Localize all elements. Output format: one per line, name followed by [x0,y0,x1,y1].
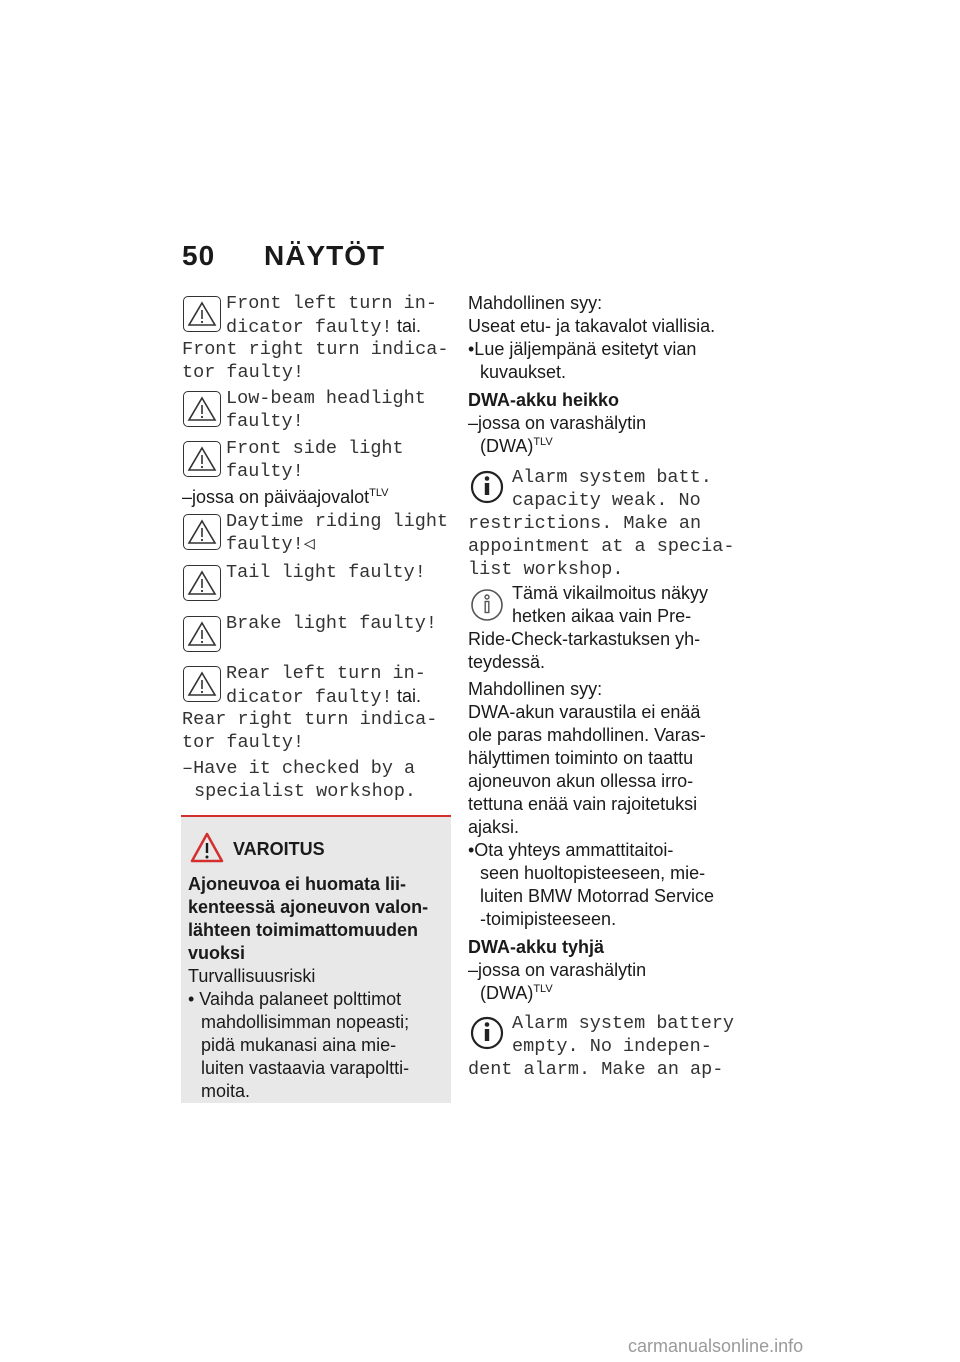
warning-bullet-text: pidä mukanasi aina mie- [201,1035,397,1055]
warning-triangle-icon [189,831,225,865]
fault-message: Daytime riding light [226,511,449,532]
action-text: specialist workshop. [194,781,417,802]
note-text: Ride-Check-tarkastuksen yh- [468,629,701,649]
fault-message: Brake light faulty! [226,613,437,634]
warning-triangle-icon [183,666,221,702]
warning-triangle-icon [183,616,221,652]
warning-bullet: • Vaihda palaneet polttimot [188,989,402,1009]
fault-message: dicator faulty! [226,687,393,708]
fault-message: faulty! [226,461,304,482]
fault-message: appointment at a specia- [468,536,735,557]
cause-text: tettuna enää vain rajoitetuksi [468,794,698,814]
cause-text: Useat etu- ja takavalot viallisia. [468,316,716,336]
cause-label: Mahdollinen syy: [468,679,603,699]
fault-message: Front left turn in- [226,293,437,314]
warning-triangle-icon [183,441,221,477]
warning-triangle-icon [183,296,221,332]
condition-text: –jossa on varashälytin [468,960,647,980]
bullet-text: •Lue jäljempänä esitetyt vian [468,339,697,359]
fault-message: Front side light [226,438,404,459]
bullet-text: -toimipisteeseen. [480,909,617,929]
fault-message: restrictions. Make an [468,513,702,534]
info-icon [469,1016,505,1050]
fault-message: Rear left turn in- [226,663,426,684]
warning-title: Ajoneuvoa ei huomata lii- [188,874,407,894]
page-title: NÄYTÖT [264,240,386,271]
section-title: DWA-akku tyhjä [468,937,605,957]
tlv-superscript: TLV [533,436,553,448]
condition-text: (DWA) [480,983,534,1003]
action-text: –Have it checked by a [182,758,416,779]
fault-message: faulty!◁ [226,534,315,555]
warning-box [181,815,451,1103]
cause-label: Mahdollinen syy: [468,293,603,313]
warning-bullet-text: mahdollisimman nopeasti; [201,1012,410,1032]
fault-message: Front right turn indica- [182,339,449,360]
cause-text: ole paras mahdollinen. Varas- [468,725,706,745]
warning-risk: Turvallisuusriski [188,966,316,986]
bullet-text: kuvaukset. [480,362,567,382]
note-text: hetken aikaa vain Pre- [512,606,692,626]
fault-message: tor faulty! [182,732,305,753]
warning-label: VAROITUS [233,839,325,859]
warning-triangle-icon [183,391,221,427]
fault-message: Low-beam headlight [226,388,426,409]
bullet-text: luiten BMW Motorrad Service [480,886,715,906]
condition-text: –jossa on päiväajovalot [182,487,370,507]
warning-bullet-text: moita. [201,1081,251,1101]
fault-message: dent alarm. Make an ap- [468,1059,724,1080]
fault-message: Alarm system batt. [512,467,712,488]
fault-message: Alarm system battery [512,1013,735,1034]
page-number: 50 [182,240,216,271]
info-outline-icon [469,588,505,622]
fault-message: faulty! [226,411,304,432]
warning-title: kenteessä ajoneuvon valon- [188,897,429,917]
fault-message: empty. No indepen- [512,1036,712,1057]
condition-text: –jossa on varashälytin [468,413,647,433]
condition-text: (DWA) [480,436,534,456]
fault-message: list workshop. [468,559,624,580]
note-text: Tämä vikailmoitus näkyy [512,583,709,603]
warning-triangle-icon [183,565,221,601]
fault-message: dicator faulty! [226,317,393,338]
bullet-text: seen huoltopisteeseen, mie- [480,863,706,883]
cause-text: hälyttimen toiminto on taattu [468,748,694,768]
section-title: DWA-akku heikko [468,390,620,410]
warning-triangle-icon [183,514,221,550]
tlv-superscript: TLV [533,983,553,995]
warning-bullet-text: luiten vastaavia varapoltti- [201,1058,410,1078]
tlv-superscript: TLV [369,487,389,499]
conjunction-text: tai. [396,686,421,706]
watermark-text: carmanualsonline.info [628,1336,804,1356]
conjunction-text: tai. [396,316,421,336]
info-icon [469,470,505,504]
cause-text: ajaksi. [468,817,520,837]
fault-message: Rear right turn indica- [182,709,438,730]
fault-message: capacity weak. No [512,490,701,511]
warning-title: lähteen toimimattomuuden [188,920,419,940]
note-text: teydessä. [468,652,546,672]
fault-message: Tail light faulty! [226,562,426,583]
fault-message: tor faulty! [182,362,305,383]
warning-title: vuoksi [188,943,246,963]
cause-text: ajoneuvon akun ollessa irro- [468,771,694,791]
page-heading [182,240,385,272]
bullet-text: •Ota yhteys ammattitaitoi- [468,840,674,860]
cause-text: DWA-akun varaustila ei enää [468,702,701,722]
